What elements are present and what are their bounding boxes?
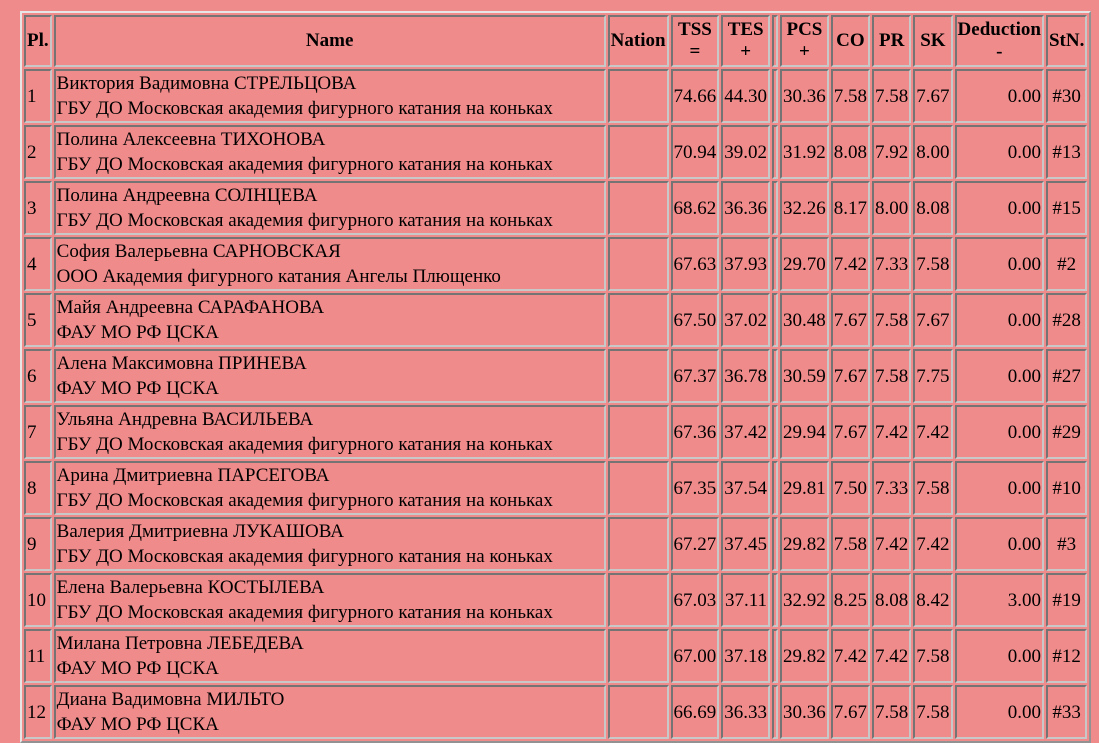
place-cell: 7 xyxy=(24,405,52,459)
nation-cell xyxy=(608,461,669,515)
co-cell: 7.58 xyxy=(831,69,870,123)
pcs-cell: 32.92 xyxy=(780,573,829,627)
tss-cell: 66.69 xyxy=(671,685,720,739)
start-number-cell: #10 xyxy=(1046,461,1087,515)
tss-cell: 67.63 xyxy=(671,237,720,291)
deduction-cell: 3.00 xyxy=(955,573,1044,627)
header-name: Name xyxy=(54,15,606,67)
name-cell xyxy=(54,629,606,683)
spacer-cell xyxy=(772,461,778,515)
name-cell xyxy=(54,461,606,515)
pcs-cell: 29.81 xyxy=(780,461,829,515)
start-number-cell: #2 xyxy=(1046,237,1087,291)
sk-cell: 7.58 xyxy=(913,461,952,515)
tss-cell: 74.66 xyxy=(671,69,720,123)
header-co: CO xyxy=(831,15,870,67)
spacer-cell xyxy=(772,293,778,347)
nation-cell xyxy=(608,405,669,459)
co-cell: 8.17 xyxy=(831,181,870,235)
table-row xyxy=(24,685,1087,739)
name-cell xyxy=(54,573,606,627)
start-number-cell: #30 xyxy=(1046,69,1087,123)
header-deduction xyxy=(955,15,1044,67)
pr-cell: 7.58 xyxy=(872,69,911,123)
place-cell: 12 xyxy=(24,685,52,739)
pr-cell: 7.92 xyxy=(872,125,911,179)
skater-club: ГБУ ДО Московская академия фигурного катания на коньках xyxy=(56,434,553,455)
start-number-cell: #28 xyxy=(1046,293,1087,347)
pr-cell: 8.08 xyxy=(872,573,911,627)
skater-club: ГБУ ДО Московская академия фигурного катания на коньках xyxy=(56,210,553,231)
name-cell xyxy=(54,405,606,459)
name-cell xyxy=(54,181,606,235)
nation-cell xyxy=(608,125,669,179)
tss-cell: 67.03 xyxy=(671,573,720,627)
co-cell: 7.42 xyxy=(831,629,870,683)
start-number-cell: #33 xyxy=(1046,685,1087,739)
tes-cell: 37.45 xyxy=(721,517,770,571)
sk-cell: 7.42 xyxy=(913,405,952,459)
deduction-cell: 0.00 xyxy=(955,461,1044,515)
pcs-cell: 29.94 xyxy=(780,405,829,459)
name-cell xyxy=(54,125,606,179)
co-cell: 7.67 xyxy=(831,405,870,459)
name-cell xyxy=(54,69,606,123)
pcs-cell: 31.92 xyxy=(780,125,829,179)
header-pcs-sub: + xyxy=(799,41,810,62)
place-cell: 4 xyxy=(24,237,52,291)
tss-cell: 67.37 xyxy=(671,349,720,403)
header-pcs xyxy=(780,15,829,67)
tes-cell: 37.42 xyxy=(721,405,770,459)
skater-club: ГБУ ДО Московская академия фигурного катания на коньках xyxy=(56,602,553,623)
spacer-cell xyxy=(772,685,778,739)
table-row xyxy=(24,573,1087,627)
skater-club: ФАУ МО РФ ЦСКА xyxy=(56,658,219,679)
pcs-cell: 29.82 xyxy=(780,517,829,571)
nation-cell xyxy=(608,293,669,347)
deduction-cell: 0.00 xyxy=(955,405,1044,459)
start-number-cell: #15 xyxy=(1046,181,1087,235)
skater-name: София Валерьевна САРНОВСКАЯ xyxy=(56,241,341,262)
start-number-cell: #27 xyxy=(1046,349,1087,403)
table-row xyxy=(24,125,1087,179)
sk-cell: 7.58 xyxy=(913,237,952,291)
pr-cell: 7.42 xyxy=(872,517,911,571)
header-stn: StN. xyxy=(1046,15,1087,67)
nation-cell xyxy=(608,573,669,627)
pcs-cell: 29.70 xyxy=(780,237,829,291)
tes-cell: 39.02 xyxy=(721,125,770,179)
sk-cell: 7.58 xyxy=(913,685,952,739)
spacer-cell xyxy=(772,517,778,571)
spacer-cell xyxy=(772,405,778,459)
co-cell: 7.50 xyxy=(831,461,870,515)
start-number-cell: #29 xyxy=(1046,405,1087,459)
header-tss-label: TSS xyxy=(678,19,712,40)
skater-name: Виктория Вадимовна СТРЕЛЬЦОВА xyxy=(56,73,357,94)
skater-club: ООО Академия фигурного катания Ангелы Плющенко xyxy=(56,266,501,287)
skater-club: ФАУ МО РФ ЦСКА xyxy=(56,322,219,343)
header-tss-sub: = xyxy=(689,41,701,62)
deduction-cell: 0.00 xyxy=(955,237,1044,291)
header-tes-sub: + xyxy=(740,41,752,62)
skater-club: ГБУ ДО Московская академия фигурного катания на коньках xyxy=(56,98,553,119)
deduction-cell: 0.00 xyxy=(955,125,1044,179)
tes-cell: 37.11 xyxy=(721,573,770,627)
sk-cell: 8.42 xyxy=(913,573,952,627)
pr-cell: 7.42 xyxy=(872,629,911,683)
tes-cell: 37.18 xyxy=(721,629,770,683)
tes-cell: 44.30 xyxy=(721,69,770,123)
results-table xyxy=(20,11,1091,743)
header-pcs-label: PCS xyxy=(786,19,823,40)
tss-cell: 67.27 xyxy=(671,517,720,571)
place-cell: 5 xyxy=(24,293,52,347)
place-cell: 1 xyxy=(24,69,52,123)
pr-cell: 7.42 xyxy=(872,405,911,459)
skater-club: ГБУ ДО Московская академия фигурного катания на коньках xyxy=(56,154,553,175)
skater-club: ФАУ МО РФ ЦСКА xyxy=(56,378,219,399)
skater-name: Арина Дмитриевна ПАРСЕГОВА xyxy=(56,465,330,486)
table-row xyxy=(24,405,1087,459)
name-cell xyxy=(54,237,606,291)
table-row xyxy=(24,69,1087,123)
co-cell: 7.67 xyxy=(831,685,870,739)
spacer-cell xyxy=(772,629,778,683)
tes-cell: 36.36 xyxy=(721,181,770,235)
tes-cell: 37.93 xyxy=(721,237,770,291)
nation-cell xyxy=(608,181,669,235)
pcs-cell: 30.48 xyxy=(780,293,829,347)
tss-cell: 67.35 xyxy=(671,461,720,515)
header-nation: Nation xyxy=(608,15,669,67)
place-cell: 3 xyxy=(24,181,52,235)
spacer-cell xyxy=(772,573,778,627)
tss-cell: 67.00 xyxy=(671,629,720,683)
pcs-cell: 30.36 xyxy=(780,685,829,739)
sk-cell: 7.67 xyxy=(913,69,952,123)
tss-cell: 67.36 xyxy=(671,405,720,459)
start-number-cell: #19 xyxy=(1046,573,1087,627)
name-cell xyxy=(54,517,606,571)
header-pr: PR xyxy=(872,15,911,67)
pcs-cell: 29.82 xyxy=(780,629,829,683)
nation-cell xyxy=(608,349,669,403)
skater-club: ГБУ ДО Московская академия фигурного катания на коньках xyxy=(56,546,553,567)
tss-cell: 68.62 xyxy=(671,181,720,235)
header-spacer xyxy=(772,15,778,67)
table-row xyxy=(24,237,1087,291)
spacer-cell xyxy=(772,237,778,291)
pr-cell: 7.58 xyxy=(872,685,911,739)
name-cell xyxy=(54,349,606,403)
skater-name: Полина Алексеевна ТИХОНОВА xyxy=(56,129,326,150)
skater-name: Диана Вадимовна МИЛЬТО xyxy=(56,689,285,710)
tss-cell: 67.50 xyxy=(671,293,720,347)
place-cell: 8 xyxy=(24,461,52,515)
sk-cell: 8.08 xyxy=(913,181,952,235)
header-tes-label: TES xyxy=(727,19,764,40)
sk-cell: 7.67 xyxy=(913,293,952,347)
spacer-cell xyxy=(772,125,778,179)
pr-cell: 7.58 xyxy=(872,293,911,347)
table-row xyxy=(24,349,1087,403)
table-row xyxy=(24,629,1087,683)
start-number-cell: #13 xyxy=(1046,125,1087,179)
co-cell: 8.25 xyxy=(831,573,870,627)
co-cell: 8.08 xyxy=(831,125,870,179)
pcs-cell: 32.26 xyxy=(780,181,829,235)
nation-cell xyxy=(608,685,669,739)
skater-club: ГБУ ДО Московская академия фигурного катания на коньках xyxy=(56,490,553,511)
table-row xyxy=(24,517,1087,571)
table-row xyxy=(24,461,1087,515)
co-cell: 7.67 xyxy=(831,349,870,403)
skater-name: Милана Петровна ЛЕБЕДЕВА xyxy=(56,633,304,654)
sk-cell: 8.00 xyxy=(913,125,952,179)
header-sk: SK xyxy=(913,15,952,67)
start-number-cell: #3 xyxy=(1046,517,1087,571)
nation-cell xyxy=(608,629,669,683)
tss-cell: 70.94 xyxy=(671,125,720,179)
table-row xyxy=(24,293,1087,347)
deduction-cell: 0.00 xyxy=(955,629,1044,683)
skater-name: Алена Максимовна ПРИНЕВА xyxy=(56,353,307,374)
start-number-cell: #12 xyxy=(1046,629,1087,683)
tes-cell: 37.02 xyxy=(721,293,770,347)
co-cell: 7.58 xyxy=(831,517,870,571)
place-cell: 9 xyxy=(24,517,52,571)
spacer-cell xyxy=(772,181,778,235)
tes-cell: 36.78 xyxy=(721,349,770,403)
name-cell xyxy=(54,293,606,347)
skater-name: Ульяна Андревна ВАСИЛЬЕВА xyxy=(56,409,314,430)
header-tes xyxy=(721,15,770,67)
pr-cell: 7.33 xyxy=(872,237,911,291)
skater-name: Полина Андреевна СОЛНЦЕВА xyxy=(56,185,318,206)
sk-cell: 7.75 xyxy=(913,349,952,403)
deduction-cell: 0.00 xyxy=(955,181,1044,235)
nation-cell xyxy=(608,237,669,291)
co-cell: 7.67 xyxy=(831,293,870,347)
sk-cell: 7.58 xyxy=(913,629,952,683)
pr-cell: 7.58 xyxy=(872,349,911,403)
skater-name: Валерия Дмитриевна ЛУКАШОВА xyxy=(56,521,344,542)
skater-name: Елена Валерьевна КОСТЫЛЕВА xyxy=(56,577,325,598)
header-row xyxy=(24,15,1087,67)
deduction-cell: 0.00 xyxy=(955,69,1044,123)
header-pl: Pl. xyxy=(24,15,52,67)
deduction-cell: 0.00 xyxy=(955,517,1044,571)
skater-name: Майя Андреевна САРАФАНОВА xyxy=(56,297,325,318)
place-cell: 6 xyxy=(24,349,52,403)
deduction-cell: 0.00 xyxy=(955,293,1044,347)
place-cell: 10 xyxy=(24,573,52,627)
results-body xyxy=(24,69,1087,739)
tes-cell: 36.33 xyxy=(721,685,770,739)
spacer-cell xyxy=(772,69,778,123)
header-tss xyxy=(671,15,720,67)
pr-cell: 7.33 xyxy=(872,461,911,515)
place-cell: 11 xyxy=(24,629,52,683)
tes-cell: 37.54 xyxy=(721,461,770,515)
name-cell xyxy=(54,685,606,739)
header-deduction-sub: - xyxy=(996,41,1003,62)
deduction-cell: 0.00 xyxy=(955,685,1044,739)
sk-cell: 7.42 xyxy=(913,517,952,571)
place-cell: 2 xyxy=(24,125,52,179)
pr-cell: 8.00 xyxy=(872,181,911,235)
pcs-cell: 30.59 xyxy=(780,349,829,403)
pcs-cell: 30.36 xyxy=(780,69,829,123)
nation-cell xyxy=(608,69,669,123)
spacer-cell xyxy=(772,349,778,403)
deduction-cell: 0.00 xyxy=(955,349,1044,403)
table-row xyxy=(24,181,1087,235)
skater-club: ФАУ МО РФ ЦСКА xyxy=(56,714,219,735)
co-cell: 7.42 xyxy=(831,237,870,291)
nation-cell xyxy=(608,517,669,571)
header-deduction-label: Deduction xyxy=(957,19,1041,40)
